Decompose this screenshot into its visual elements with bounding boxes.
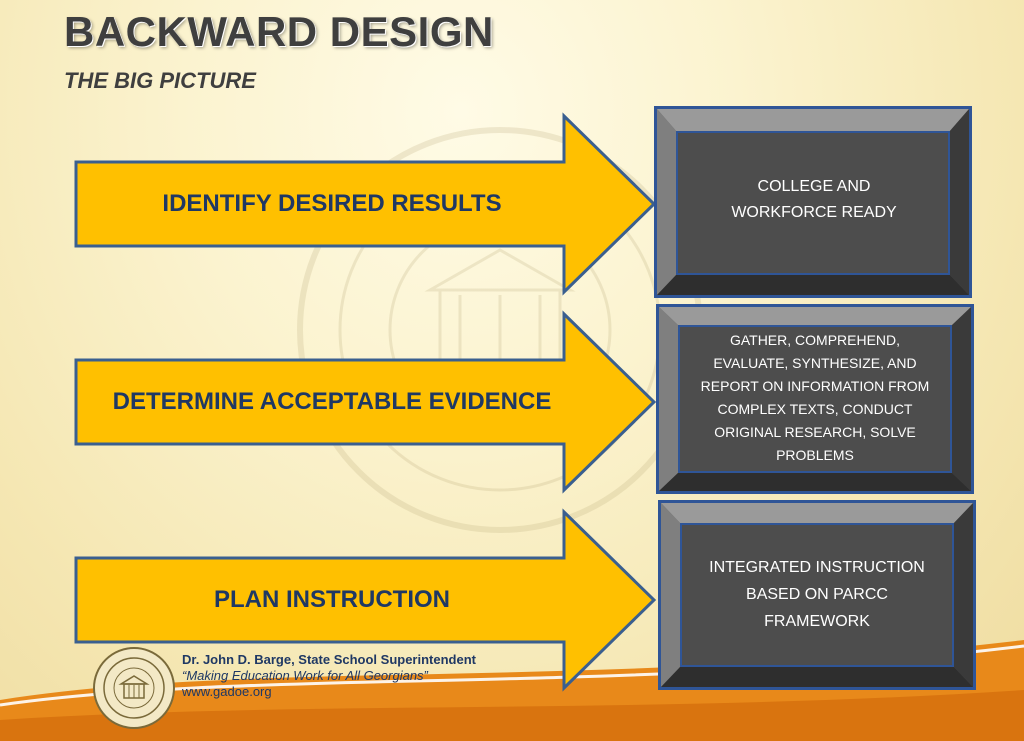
- footer: [182, 652, 476, 700]
- arrow-identify-desired-results: [62, 110, 662, 298]
- outcome-text: COLLEGE AND WORKFORCE READY: [731, 178, 897, 221]
- outcome-text: GATHER, COMPREHEND, EVALUATE, SYNTHESIZE, AND REPORT ON INFORMATION FROM COMPLEX TEXTS, CONDUCT ORIGINAL RESEARCH, SOLVE PROBLEMS: [700, 332, 930, 463]
- footer-motto: “Making Education Work for All Georgians”: [182, 668, 428, 683]
- footer-website-link[interactable]: www.gadoe.org: [182, 684, 272, 699]
- slide-subtitle: THE BIG PICTURE: [64, 68, 256, 93]
- arrow-determine-acceptable-evidence: [62, 308, 662, 496]
- georgia-doe-seal-icon: [92, 646, 176, 730]
- arrow-label: IDENTIFY DESIRED RESULTS: [162, 190, 502, 217]
- outcome-text: INTEGRATED INSTRUCTION BASED ON PARCC FRAMEWORK: [709, 558, 925, 630]
- slide-title: BACKWARD DESIGN: [64, 8, 494, 55]
- outcome-box-gather-comprehend: [656, 304, 974, 494]
- outcome-box-integrated-instruction: [658, 500, 976, 690]
- arrow-label: DETERMINE ACCEPTABLE EVIDENCE: [112, 388, 552, 415]
- outcome-box-college-workforce: [654, 106, 972, 298]
- footer-superintendent: Dr. John D. Barge, State School Superintendent: [182, 652, 476, 667]
- arrow-label: PLAN INSTRUCTION: [214, 586, 450, 613]
